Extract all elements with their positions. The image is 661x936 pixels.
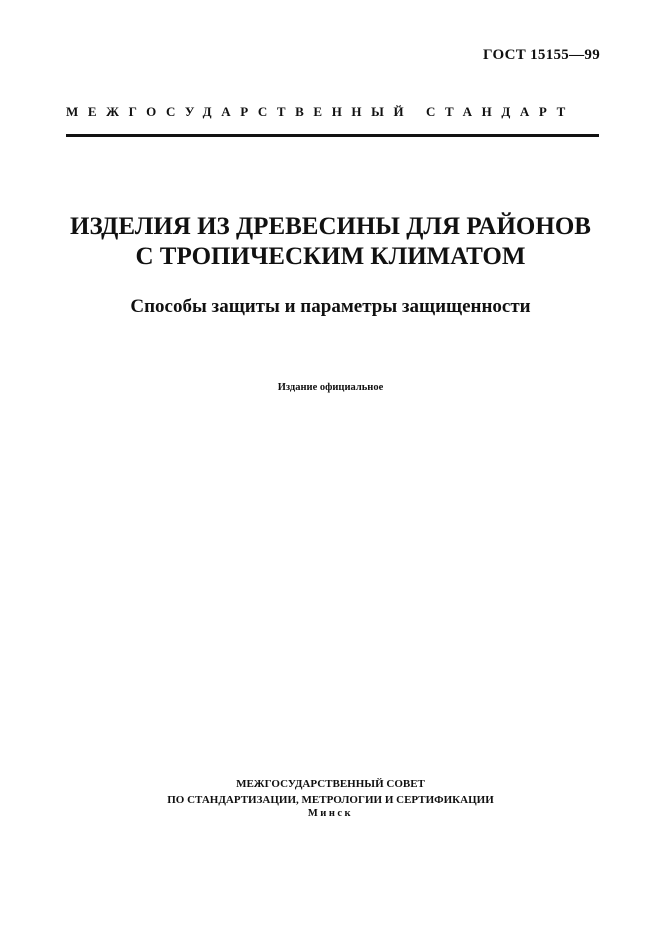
- document-number: ГОСТ 15155—99: [482, 47, 600, 63]
- document-title-line-1: ИЗДЕЛИЯ ИЗ ДРЕВЕСИНЫ ДЛЯ РАЙОНОВ: [70, 213, 591, 240]
- document-subtitle: Способы защиты и параметры защищенности: [130, 296, 531, 317]
- standard-type-heading: МЕЖГОСУДАРСТВЕННЫЙ СТАНДАРТ: [66, 104, 575, 119]
- edition-note: Издание официальное: [277, 382, 384, 393]
- document-title-line-2: С ТРОПИЧЕСКИМ КЛИМАТОМ: [135, 243, 526, 270]
- publisher-line-2: ПО СТАНДАРТИЗАЦИИ, МЕТРОЛОГИИ И СЕРТИФИКАЦИИ: [167, 794, 494, 806]
- publisher-line-1: МЕЖГОСУДАРСТВЕННЫЙ СОВЕТ: [236, 778, 425, 790]
- publication-city: Минск: [307, 808, 354, 819]
- header-rule: [66, 134, 599, 137]
